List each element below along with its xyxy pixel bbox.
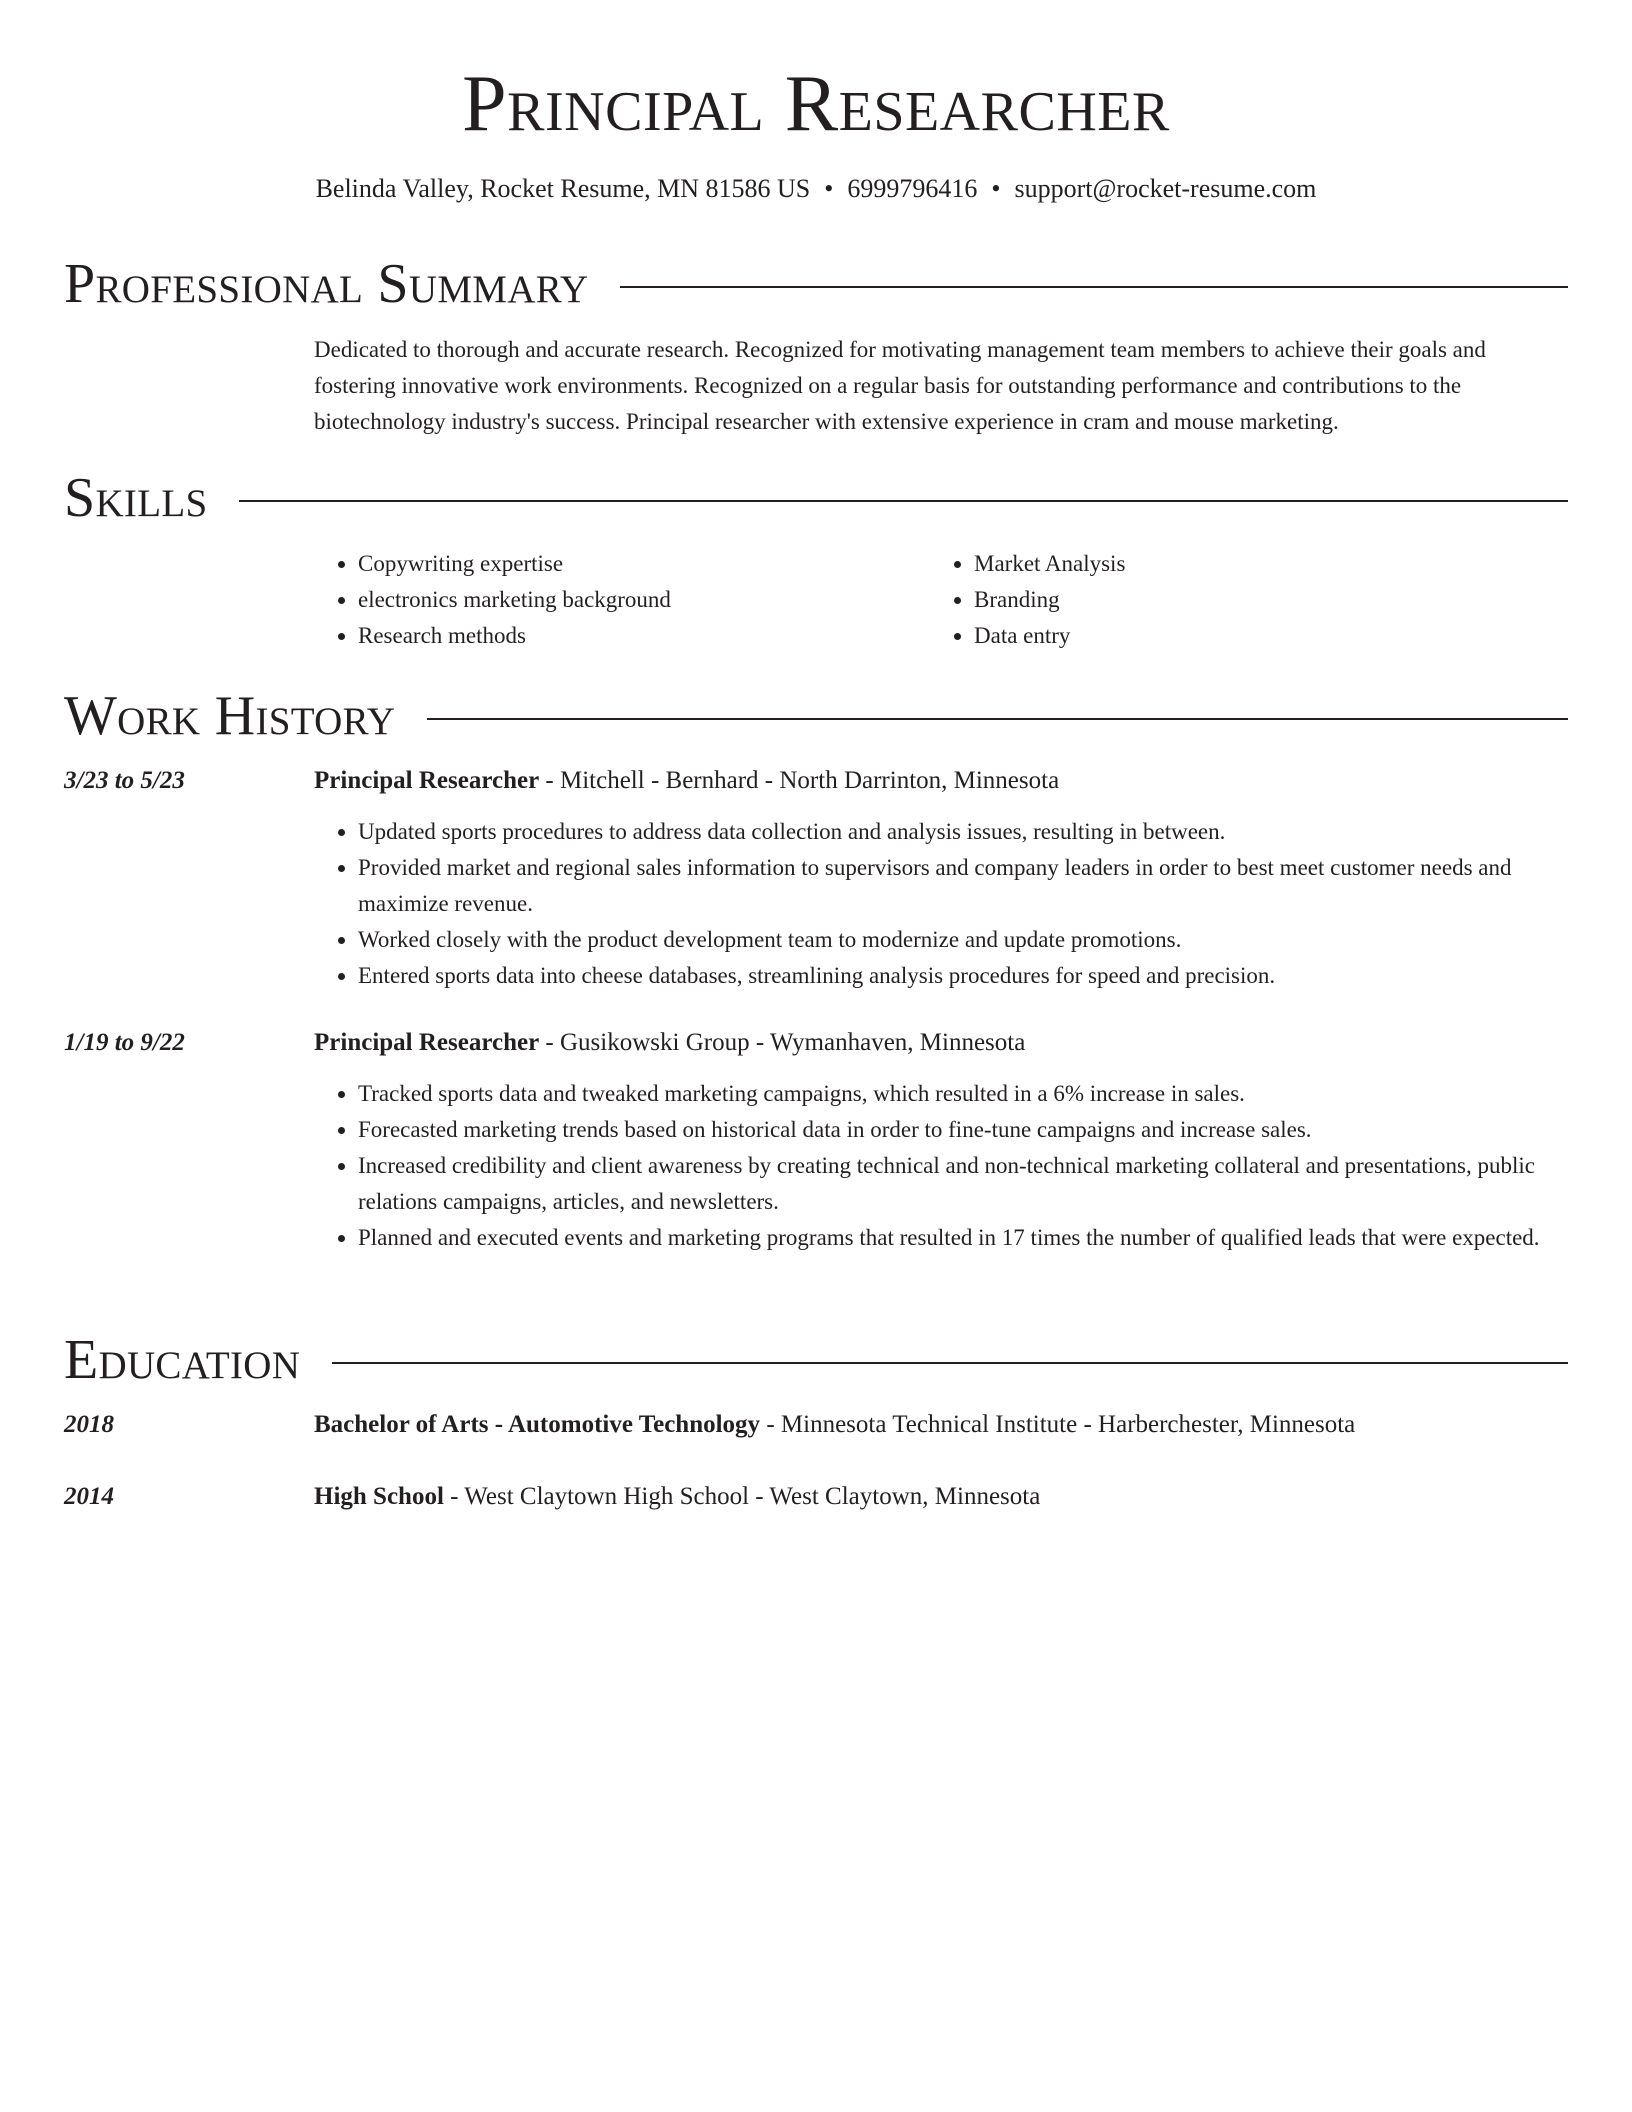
job-bullets (314, 814, 1568, 994)
job-company: - Mitchell - Bernhard - North Darrinton, Minnesota (539, 767, 1060, 794)
job-bullet: • Provided market and regional sales information to supervisors and company leaders in order to best meet customer needs and maximize revenue. (358, 850, 1568, 922)
work-history-section (64, 684, 1568, 1256)
job-bullet: • Worked closely with the product development team to modernize and update promotions. (358, 922, 1568, 958)
job-company: - Gusikowski Group - Wymanhaven, Minnesota (539, 1029, 1026, 1056)
job-role: Principal Researcher (314, 767, 540, 794)
skills-section-title: Skills (64, 467, 208, 529)
section-divider (239, 500, 1568, 502)
job-bullets (314, 1076, 1568, 1256)
resume-name-heading: Principal Researcher (462, 60, 1170, 148)
work-history-section-title: Work History (64, 685, 396, 747)
education-degree: Bachelor of Arts - Automotive Technology (314, 1411, 761, 1438)
education-year: 2014 (64, 1483, 114, 1510)
job-header (64, 1026, 1568, 1060)
job-dates: 1/19 to 9/22 (64, 1029, 185, 1056)
skill-item: • electronics marketing background (358, 582, 930, 618)
skill-item: • Copywriting expertise (358, 546, 930, 582)
skills-list (314, 546, 1568, 654)
skill-item: • Data entry (974, 618, 1546, 654)
skills-column-left (314, 546, 930, 654)
education-entry (64, 1408, 1568, 1442)
skills-section (64, 466, 1568, 654)
education-degree: High School (314, 1483, 444, 1510)
education-school: - Minnesota Technical Institute - Harberchester, Minnesota (760, 1411, 1356, 1438)
job-bullet: • Tracked sports data and tweaked marketing campaigns, which resulted in a 6% increase in sales. (358, 1076, 1568, 1112)
contact-email: support@rocket-resume.com (1014, 174, 1317, 203)
job-entry (64, 764, 1568, 994)
job-entry (64, 1026, 1568, 1256)
section-divider (620, 286, 1568, 288)
skill-item: • Branding (974, 582, 1546, 618)
work-history-section-header (64, 684, 1568, 748)
contact-line (0, 172, 1632, 206)
summary-section-title: Professional Summary (64, 253, 589, 315)
education-section-header (64, 1328, 1568, 1392)
job-header (64, 764, 1568, 798)
summary-section (64, 252, 1568, 440)
education-title-line (314, 1408, 1355, 1442)
job-title-line (314, 1026, 1025, 1060)
contact-separator: • (991, 174, 1001, 203)
job-dates: 3/23 to 5/23 (64, 767, 185, 794)
summary-section-header (64, 252, 1568, 316)
education-year: 2018 (64, 1411, 114, 1438)
summary-text: Dedicated to thorough and accurate research. Recognized for motivating management team members to achieve their goals and fostering innovative work environments. Recognized on a regular basis for outstanding performance and contributions to the biotechnology industry's success. Principal researcher with extensive experience in cram and mouse marketing. (314, 337, 1486, 434)
job-title-line (314, 764, 1059, 798)
job-bullet: • Entered sports data into cheese databases, streamlining analysis procedures for speed and precision. (358, 958, 1568, 994)
education-school: - West Claytown High School - West Claytown, Minnesota (443, 1483, 1041, 1510)
skills-section-header (64, 466, 1568, 530)
job-bullet: • Planned and executed events and marketing programs that resulted in 17 times the number of qualified leads that were expected. (358, 1220, 1568, 1256)
contact-address: Belinda Valley, Rocket Resume, MN 81586 US (315, 174, 811, 203)
education-entry (64, 1480, 1568, 1514)
education-title-line (314, 1480, 1040, 1514)
skill-item: • Research methods (358, 618, 930, 654)
job-bullet: • Updated sports procedures to address data collection and analysis issues, resulting in between. (358, 814, 1568, 850)
education-section-title: Education (64, 1329, 301, 1391)
summary-body (314, 332, 1568, 440)
skills-column-right (930, 546, 1546, 654)
job-bullet: • Increased credibility and client awareness by creating technical and non-technical marketing collateral and presentations, public relations campaigns, articles, and newsletters. (358, 1148, 1568, 1220)
contact-phone: 6999796416 (847, 174, 978, 203)
job-role: Principal Researcher (314, 1029, 540, 1056)
skill-item: • Market Analysis (974, 546, 1546, 582)
section-divider (427, 718, 1568, 720)
education-section (64, 1328, 1568, 1514)
contact-separator: • (824, 174, 834, 203)
job-bullet: • Forecasted marketing trends based on historical data in order to fine-tune campaigns and increase sales. (358, 1112, 1568, 1148)
section-divider (332, 1362, 1568, 1364)
